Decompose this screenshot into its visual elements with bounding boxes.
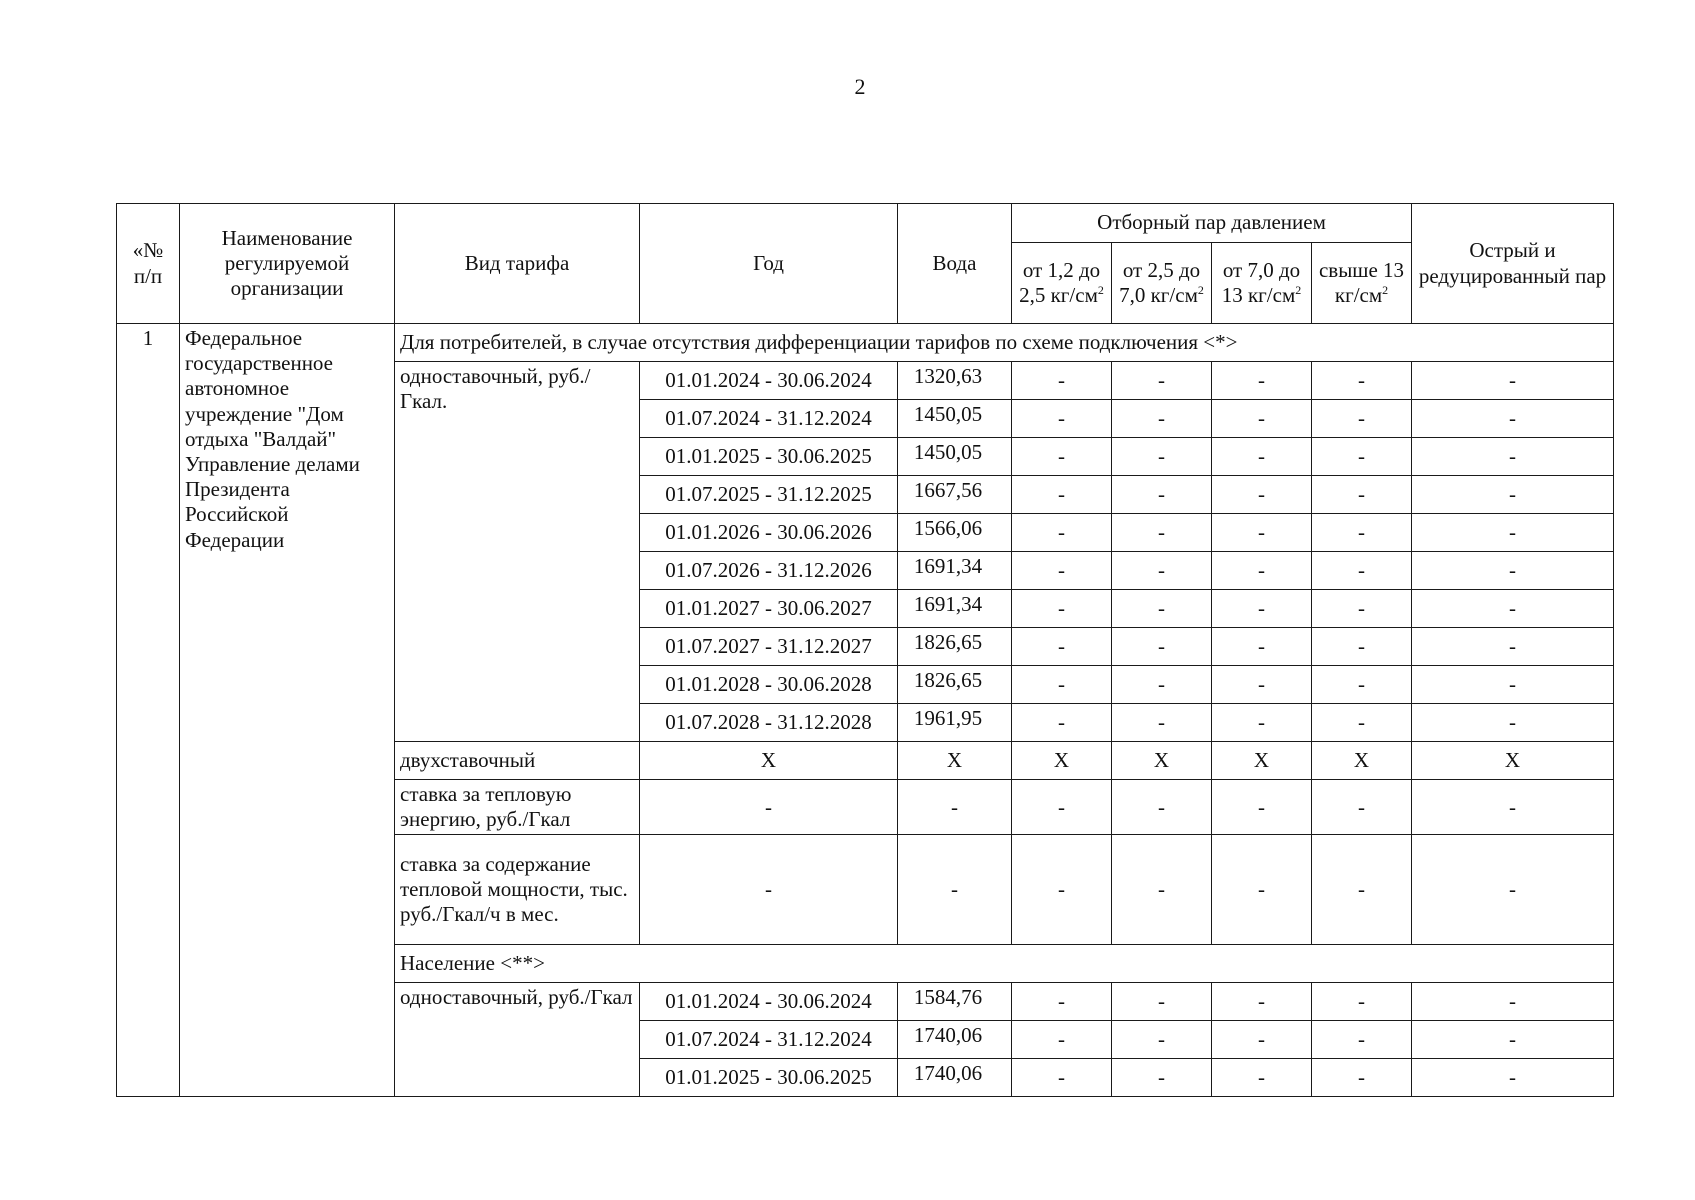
pressure-1-cell: - [1012,514,1112,552]
pressure-4-cell: - [1312,590,1412,628]
period-cell: 01.07.2027 - 31.12.2027 [640,628,898,666]
sharp-steam-cell: - [1412,590,1614,628]
sharp-steam-cell: - [1412,438,1614,476]
pressure-1-cell: - [1012,704,1112,742]
period-cell: 01.07.2024 - 31.12.2024 [640,1021,898,1059]
page-number: 2 [854,74,866,99]
period-cell: 01.07.2028 - 31.12.2028 [640,704,898,742]
header-pressure-2 [1112,243,1212,324]
pressure-4-cell: - [1312,1059,1412,1097]
pressure-3-cell: - [1212,476,1312,514]
period-cell: 01.01.2027 - 30.06.2027 [640,590,898,628]
water-cell: 1450,05 [898,438,1012,476]
capacity-rate-p3: - [1212,835,1312,945]
pressure-2-cell: - [1112,704,1212,742]
water-cell: 1450,05 [898,400,1012,438]
pressure-1-cell: - [1012,362,1112,400]
period-cell: 01.01.2025 - 30.06.2025 [640,1059,898,1097]
pressure-4-cell: - [1312,438,1412,476]
table-header [117,204,1614,324]
header-year: Год [640,204,898,324]
period-cell: 01.01.2024 - 30.06.2024 [640,983,898,1021]
header-pressure-4-sup: 2 [1382,283,1389,297]
pressure-2-cell: - [1112,438,1212,476]
two-rate-year: X [640,742,898,780]
heat-rate-p1: - [1012,780,1112,835]
capacity-rate-sharp: - [1412,835,1614,945]
heat-rate-year: - [640,780,898,835]
pressure-3-cell: - [1212,590,1312,628]
pressure-2-cell: - [1112,514,1212,552]
tariff-table [116,203,1614,1097]
header-water: Вода [898,204,1012,324]
pressure-4-cell: - [1312,1021,1412,1059]
pressure-2-cell: - [1112,983,1212,1021]
section1-title: Для потребителей, в случае отсутствия дифференциации тарифов по схеме подключения <*> [395,324,1614,362]
pressure-2-cell: - [1112,628,1212,666]
sharp-steam-cell: - [1412,514,1614,552]
water-cell: 1566,06 [898,514,1012,552]
heat-rate-p4: - [1312,780,1412,835]
two-rate-p1: X [1012,742,1112,780]
pressure-2-cell: - [1112,590,1212,628]
capacity-rate-p2: - [1112,835,1212,945]
water-cell: 1667,56 [898,476,1012,514]
pressure-3-cell: - [1212,983,1312,1021]
two-rate-p4: X [1312,742,1412,780]
period-cell: 01.01.2026 - 30.06.2026 [640,514,898,552]
pressure-1-cell: - [1012,628,1112,666]
period-cell: 01.07.2024 - 31.12.2024 [640,400,898,438]
water-cell: 1691,34 [898,552,1012,590]
heat-rate-p3: - [1212,780,1312,835]
two-rate-label: двухставочный [395,742,640,780]
header-selected-steam: Отборный пар давлением [1012,204,1412,243]
capacity-rate-p1: - [1012,835,1112,945]
header-pressure-2-sup: 2 [1197,283,1204,297]
sharp-steam-cell: - [1412,362,1614,400]
pressure-2-cell: - [1112,1059,1212,1097]
pressure-3-cell: - [1212,704,1312,742]
pressure-1-cell: - [1012,400,1112,438]
pressure-1-cell: - [1012,552,1112,590]
capacity-rate-p4: - [1312,835,1412,945]
sharp-steam-cell: - [1412,666,1614,704]
pressure-1-cell: - [1012,476,1112,514]
period-cell: 01.07.2026 - 31.12.2026 [640,552,898,590]
water-cell: 1826,65 [898,628,1012,666]
pressure-2-cell: - [1112,552,1212,590]
header-pressure-1-sup: 2 [1097,283,1104,297]
period-cell: 01.01.2028 - 30.06.2028 [640,666,898,704]
two-rate-water: X [898,742,1012,780]
header-sharp-steam: Острый и редуцированный пар [1412,204,1614,324]
two-rate-p2: X [1112,742,1212,780]
header-pressure-3-text: от 7,0 до 13 кг/см [1221,257,1301,307]
pressure-4-cell: - [1312,704,1412,742]
pressure-4-cell: - [1312,983,1412,1021]
period-cell: 01.07.2025 - 31.12.2025 [640,476,898,514]
header-pressure-2-text: от 2,5 до 7,0 кг/см [1119,257,1201,307]
sharp-steam-cell: - [1412,628,1614,666]
capacity-rate-water: - [898,835,1012,945]
pressure-2-cell: - [1112,666,1212,704]
water-cell: 1691,34 [898,590,1012,628]
section1-single-rate-label: одноставочный, руб./Гкал. [395,362,640,742]
pressure-3-cell: - [1212,514,1312,552]
pressure-4-cell: - [1312,666,1412,704]
water-cell: 1320,63 [898,362,1012,400]
pressure-3-cell: - [1212,400,1312,438]
header-pressure-3 [1212,243,1312,324]
water-cell: 1740,06 [898,1021,1012,1059]
header-pressure-3-sup: 2 [1295,283,1302,297]
pressure-1-cell: - [1012,666,1112,704]
org-number: 1 [117,324,180,1097]
pressure-1-cell: - [1012,1021,1112,1059]
sharp-steam-cell: - [1412,552,1614,590]
period-cell: 01.01.2024 - 30.06.2024 [640,362,898,400]
header-pressure-1 [1012,243,1112,324]
heat-rate-sharp: - [1412,780,1614,835]
pressure-3-cell: - [1212,628,1312,666]
header-pressure-1-text: от 1,2 до 2,5 кг/см [1019,257,1101,307]
pressure-2-cell: - [1112,476,1212,514]
pressure-3-cell: - [1212,362,1312,400]
pressure-2-cell: - [1112,1021,1212,1059]
header-num: «№ п/п [117,204,180,324]
sharp-steam-cell: - [1412,1059,1614,1097]
pressure-2-cell: - [1112,400,1212,438]
pressure-1-cell: - [1012,438,1112,476]
header-pressure-4 [1312,243,1412,324]
pressure-1-cell: - [1012,1059,1112,1097]
pressure-3-cell: - [1212,438,1312,476]
pressure-3-cell: - [1212,1021,1312,1059]
pressure-3-cell: - [1212,552,1312,590]
pressure-4-cell: - [1312,362,1412,400]
pressure-3-cell: - [1212,666,1312,704]
pressure-2-cell: - [1112,362,1212,400]
sharp-steam-cell: - [1412,400,1614,438]
header-tariff-type: Вид тарифа [395,204,640,324]
pressure-1-cell: - [1012,983,1112,1021]
section2-title: Население <**> [395,945,1614,983]
capacity-rate-label: ставка за содержание тепловой мощности, тыс. руб./Гкал/ч в мес. [395,835,640,945]
period-cell: 01.01.2025 - 30.06.2025 [640,438,898,476]
heat-rate-p2: - [1112,780,1212,835]
section2-single-rate-label: одноставочный, руб./Гкал [395,983,640,1097]
sharp-steam-cell: - [1412,704,1614,742]
pressure-4-cell: - [1312,476,1412,514]
pressure-4-cell: - [1312,400,1412,438]
water-cell: 1961,95 [898,704,1012,742]
sharp-steam-cell: - [1412,1021,1614,1059]
pressure-1-cell: - [1012,590,1112,628]
capacity-rate-year: - [640,835,898,945]
pressure-3-cell: - [1212,1059,1312,1097]
header-org: Наименование регулируемой организации [180,204,395,324]
two-rate-sharp: X [1412,742,1614,780]
two-rate-p3: X [1212,742,1312,780]
header-pressure-4-text: свыше 13 кг/см [1318,257,1405,307]
water-cell: 1584,76 [898,983,1012,1021]
pressure-4-cell: - [1312,628,1412,666]
heat-rate-water: - [898,780,1012,835]
water-cell: 1826,65 [898,666,1012,704]
heat-rate-label: ставка за тепловую энергию, руб./Гкал [395,780,640,835]
pressure-4-cell: - [1312,514,1412,552]
water-cell: 1740,06 [898,1059,1012,1097]
sharp-steam-cell: - [1412,983,1614,1021]
pressure-4-cell: - [1312,552,1412,590]
sharp-steam-cell: - [1412,476,1614,514]
org-name: Федеральное государственное автономное учреждение "Дом отдыха "Валдай" Управление делами Президента Российской Федерации [180,324,395,1097]
